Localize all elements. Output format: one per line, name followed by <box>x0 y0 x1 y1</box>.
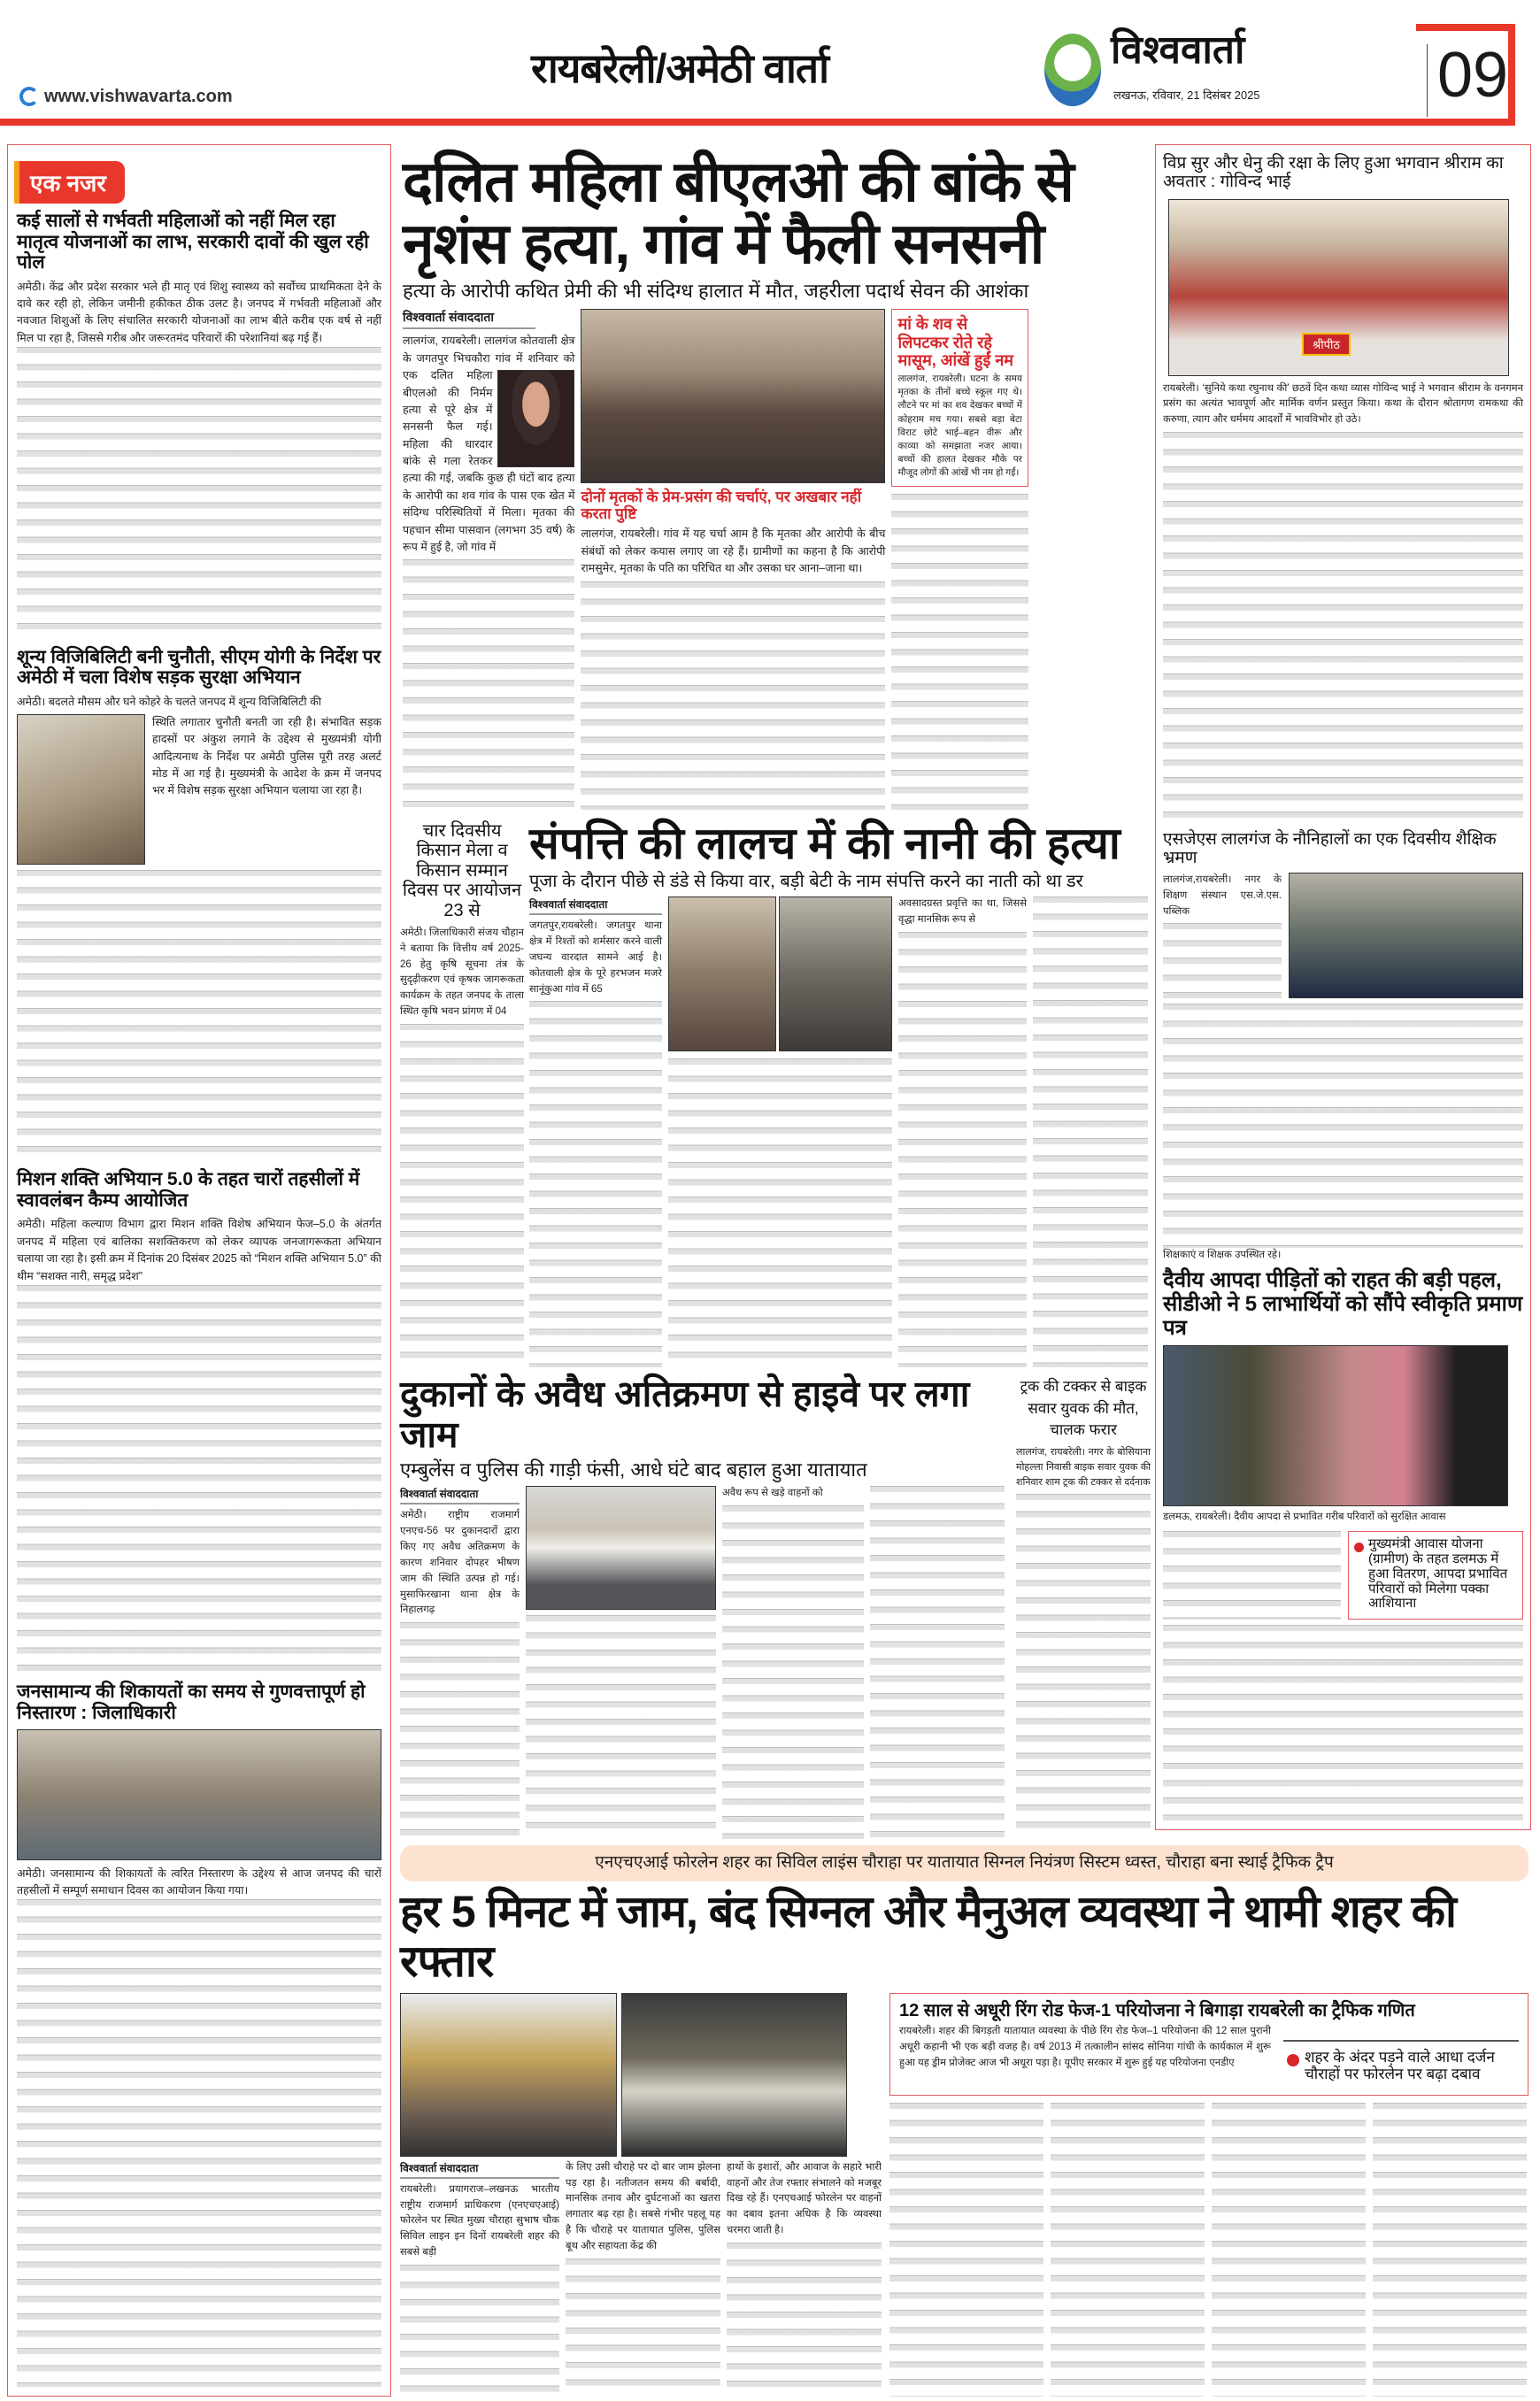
lead-text: कुछ ही घंटों बाद हत्या के आरोपी का शव गांव के पास एक खेत में संदिग्ध परिस्थितियों में मिला। मृतका की पहचान सीमा पासवान (लगभग 35 वर्ष) के रूप में हुई है, जो गांव में <box>403 472 575 553</box>
article-katha: रायबरेली। ‘सुनिये कथा रघुनाथ की’ छठवें दिन कथा व्यास गोविन्द भाई ने भगवान श्रीराम के वनगमन प्रसंग का अत्यंत भावपूर्ण और मार्मिक वर्णन प्रस्तुत किया। कथा के दौरान श्रोतागण रामकथा की करुणा, त्याग और धर्ममय आदर्शों में भावविभोर हो उठे। <box>1163 382 1523 426</box>
lead-headline: दलित महिला बीएलओ की बांके से नृशंस हत्या, गांव में फैली सनसनी <box>403 150 1074 276</box>
nani-story <box>529 819 1153 1367</box>
article-text <box>1163 923 1282 998</box>
stage-banner-text: श्रीपीठ <box>1302 333 1351 356</box>
headline-traffic: हर 5 मिनट में जाम, बंद सिग्नल और मैनुअल व्यवस्था ने थामी शहर की रफ्तार <box>400 1886 1456 1986</box>
article-maternal-schemes: अमेठी। केंद्र और प्रदेश सरकार भले ही मातृ एवं शिशु स्वास्थ्य को सर्वोच्च प्राथमिकता देने के दावे कर रही हो, लेकिन जमीनी हकीकत ठीक उलट है। जनपद में गर्भवती महिलाओं और नवजात शिशुओं के लिए संचालित सरकारी योजनाओं का लाभ बीते करीब एक वर्ष से नहीं मिल पा रहा है, जिससे गरीब और जरूरतमंद परिवारों की परेशानियां बढ़ गई हैं। <box>17 280 381 344</box>
subhead-highway-jam: एम्बुलेंस व पुलिस की गाड़ी फंसी, आधे घंटे बाद बहाल हुआ यातायात <box>400 1458 867 1481</box>
page-number: 09 <box>1437 40 1509 111</box>
sidebox-headline: मां के शव से लिपटकर रोते रहे मासूम, आंखें हुईं नम <box>897 315 1014 369</box>
article-sjs-closing: शिक्षकाएं व शिक्षक उपस्थित रहे। <box>1163 1249 1282 1260</box>
headline-mission-shakti: मिशन शक्ति अभियान 5.0 के तहत चारों तहसीलों में स्वावलंबन कैम्प आयोजित <box>17 1169 360 1211</box>
headline-highway-jam: दुकानों के अवैध अतिक्रमण से हाइवे पर लगा जाम <box>400 1374 970 1455</box>
ring-road-box <box>889 1993 1528 2096</box>
article-text <box>17 347 381 639</box>
article-text <box>400 1622 520 1839</box>
article-daivi-apda: डलमऊ, रायबरेली। दैवीय आपदा से प्रभावित गरीब परिवारों को सुरक्षित आवास <box>1163 1512 1446 1523</box>
article-text <box>17 1285 381 1675</box>
article-text <box>668 1058 892 1367</box>
article-highway-jam: अमेठी। राष्ट्रीय राजमार्ग एनएच-56 पर दुकानदारों द्वारा किए गए अवैध अतिक्रमण के कारण शनिवार दोपहर भीषण जाम की स्थिति उत्पन्न हो गई। मुसाफिरखाना थाना क्षेत्र के निहालगढ़ <box>400 1510 520 1616</box>
right-column <box>1155 144 1531 1830</box>
article-text <box>17 870 381 1162</box>
headline-road-safety: शून्य विजिबिलिटी बनी चुनौती, सीएम योगी के निर्देश पर अमेठी में चला विशेष सड़क सुरक्षा अभियान <box>17 646 381 689</box>
article-kisan-mela: अमेठी। जिलाधिकारी संजय चौहान ने बताया कि वित्तीय वर्ष 2025-26 हेतु कृषि सूचना तंत्र के सुदृढ़ीकरण एवं कृषक जागरूकता कार्यक्रम के तहत जनपद के ताला स्थित कृषि भवन प्रांगण में 04 <box>400 927 524 1018</box>
article-road-safety: स्थिति लगातार चुनौती बनती जा रही है। संभावित सड़क हादसों पर अंकुश लगाने के उद्देश्य से मुख्यमंत्री योगी आदित्यनाथ के निर्देश पर अमेठी पुलिस पूरी तरह अलर्ट मोड में आ गई है। मुख्यमंत्री के आदेश के क्रम में जनपद भर में विशेष सड़क सुरक्षा अभियान चलाया जा रहा है। <box>152 715 381 797</box>
article-sjs: लालगंज,रायबरेली। नगर के शिक्षण संस्थान एस.जे.एस. पब्लिक <box>1163 874 1282 917</box>
article-grievance: अमेठी। जनसामान्य की शिकायतों के त्वरित निस्तारण के उद्देश्य से आज जनपद की चारों तहसीलों में सम्पूर्ण समाधान दिवस का आयोजन किया गया। <box>17 1866 381 1897</box>
article-text <box>722 1505 864 1839</box>
article-text <box>400 2265 559 2397</box>
header-rule <box>0 119 1515 126</box>
section-title: रायबरेली/अमेठी वार्ता <box>531 45 829 91</box>
article-road-safety-lead: अमेठी। बदलते मौसम और घने कोहरे के चलते जनपद में शून्य विजिबिलिटी की <box>17 695 321 708</box>
article-traffic-col2: के लिए उसी चौराहे पर दो बार जाम झेलना पड़ रहा है। नतीजतन समय की बर्बादी, मानसिक तनाव और दुर्घटनाओं का खतरा लगातार बढ़ रहा है। सबसे गंभीर पहलू यह है कि चौराहे पर यातायात पुलिस, पुलिस बूथ और सहायता केंद्र की <box>566 2161 720 2251</box>
lead-text-lead: लालगंज, रायबरेली। लालगंज कोतवाली क्षेत्र के जगतपुर भिचकौरा गांव में शनिवार को एक दलित महिला <box>403 335 575 382</box>
bullet-icon <box>1354 1543 1364 1552</box>
page-divider <box>1427 44 1428 117</box>
lead-story <box>403 150 1151 810</box>
ek-nazar-column <box>7 144 391 2397</box>
traffic-story <box>400 1845 1528 2397</box>
sidebox-children <box>891 309 1028 486</box>
article-text <box>529 1001 662 1367</box>
article-text <box>727 2243 882 2397</box>
article-text <box>400 1024 524 1367</box>
byline: विश्ववार्ता संवाददाता <box>400 1486 520 1504</box>
jam-story <box>400 1374 1011 1839</box>
headline-katha: विप्र सुर और धेनु की रक्षा के लिए हुआ भगवान श्रीराम का अवतार : गोविन्द भाई <box>1163 154 1504 192</box>
article-text <box>1163 1625 1523 1820</box>
photo-victim-portrait <box>497 370 574 467</box>
byline: विश्ववार्ता संवाददाता <box>403 309 535 329</box>
callout-text: शहर के अंदर पड़ने वाले आधा दर्जन चौराहों पर फोरलेन पर बढ़ा दबाव <box>1305 2049 1495 2083</box>
photo-nani-house <box>779 897 892 1051</box>
article-text <box>403 559 574 810</box>
article-traffic-col1: रायबरेली। प्रयागराज–लखनऊ भारतीय राष्ट्रीय राजमार्ग प्राधिकरण (एनएचएआई) फोरलेन पर स्थित मुख्य चौराहा सुभाष चौक सिविल लाइन इन दिनों रायबरेली शहर की सबसे बड़ी <box>400 2183 559 2258</box>
photo-nani-family <box>668 897 776 1051</box>
browser-e-icon <box>19 87 39 106</box>
article-text <box>870 1486 1005 1839</box>
article-text <box>1033 897 1148 1367</box>
photo-traffic-day <box>400 1993 617 2157</box>
byline: विश्ववार्ता संवाददाता <box>529 897 662 915</box>
photo-caption-headline: दोनों मृतकों के प्रेम-प्रसंग की चर्चाएं, पर अखबार नहीं करता पुष्टि <box>581 489 862 523</box>
photo-certificate-handover <box>1163 1345 1508 1506</box>
article-text <box>581 581 885 810</box>
headline-maternal-schemes: कई सालों से गर्भवती महिलाओं को नहीं मिल रहा मातृत्व योजनाओं का लाभ, सरकारी दावों की खुल रही पोल <box>17 211 369 273</box>
article-text <box>526 1615 716 1839</box>
article-truck-accident: लालगंज, रायबरेली। नगर के बोसियाना मोहल्ला निवासी बाइक सवार युवक की शनिवार शाम ट्रक की टक्कर से दर्दनाक <box>1016 1446 1151 1489</box>
article-text <box>1163 1531 1341 1620</box>
headline-ring-road: 12 साल से अधूरी रिंग रोड फेज-1 परियोजना ने बिगाड़ा रायबरेली का ट्रैफिक गणित <box>899 2000 1415 2020</box>
truck-story <box>1016 1376 1151 1836</box>
article-text <box>566 2259 720 2397</box>
dateline: लखनऊ, रविवार, 21 दिसंबर 2025 <box>1113 88 1260 102</box>
subhead-nani-murder: पूजा के दौरान पीछे से डंडे से किया वार, बड़ी बेटी के नाम संपत्ति करने का नाती को था डर <box>529 872 1083 891</box>
article-text <box>17 1899 381 2387</box>
callout-chauraha <box>1283 2040 1519 2088</box>
redbox-awas-yojana <box>1348 1531 1523 1620</box>
photo-katha-stage <box>1168 199 1509 376</box>
headline-grievance: जनसामान्य की शिकायतों का समय से गुणवत्तापूर्ण हो निस्तारण : जिलाधिकारी <box>17 1681 366 1723</box>
article-text <box>898 932 1027 1367</box>
sidebox-text: लालगंज, रायबरेली। घटना के समय मृतका के तीनों बच्चे स्कूल गए थे। लौटने पर मां का शव देखकर बच्चों में कोहराम मच गया। सबसे बड़ा बेटा विराट छोटे भाई–बहन वीरू और काव्या को समझाता नजर आया। बच्चों की हालत देखकर मौके पर मौजूद लोगों की आंखें भी नम हो गईं। <box>897 373 1022 479</box>
headline-sjs-trip: एसजेएस लालगंज के नौनिहालों का एक दिवसीय शैक्षिक भ्रमण <box>1163 829 1497 867</box>
bullet-icon <box>1287 2054 1299 2066</box>
article-text <box>889 2103 1528 2397</box>
article-mission-shakti: अमेठी। महिला कल्याण विभाग द्वारा मिशन शक्ति विशेष अभियान फेज–5.0 के अंतर्गत जनपद में महिला एवं बालिका सशक्तिकरण को लेकर व्यापक जनजागरूकता अभियान चलाया जा रहा है। इसी क्रम में दिनांक 20 दिसंबर 2025 को “मिशन शक्ति अभियान 5.0” की थीम “सशक्त नारी, समृद्ध प्रदेश” <box>17 1218 381 1282</box>
caption-text: लालगंज, रायबरेली। गांव में यह चर्चा आम है कि मृतका और आरोपी के बीच संबंधों को लेकर कयास लगाए जा रहे हैं। ग्रामीणों का कहना है कि आरोपी रामसुमेर, मृतका के पति का परिचित था और उसका घर आना–जाना था। <box>581 527 886 575</box>
lead-text-side: बीएलओ की निर्मम हत्या से पूरे क्षेत्र में सनसनी फैल गई। महिला की धारदार बांके से गला रेतकर हत्या की गई, जबकि <box>403 386 493 485</box>
traffic-banner: एनएचएआई फोरलेन शहर का सिविल लाइंस चौराहा पर यातायात सिग्नल नियंत्रण सिस्टम ध्वस्त, चौराहा बना स्थाई ट्रैफिक ट्रैप <box>400 1845 1528 1882</box>
ek-nazar-tag: एक नजर <box>14 161 125 204</box>
article-text <box>1163 1004 1523 1248</box>
masthead <box>0 0 1540 126</box>
redbox-text: मुख्यमंत्री आवास योजना (ग्रामीण) के तहत डलमऊ में हुआ वितरण, आपदा प्रभावित परिवारों को मिलेगा पक्का आशियाना <box>1368 1536 1508 1612</box>
article-jam-continued: अवैध रूप से खड़े वाहनों को <box>722 1488 823 1499</box>
article-text <box>1163 432 1523 823</box>
photo-crowd-village <box>581 309 885 483</box>
photo-sjs-students <box>1289 873 1523 998</box>
lead-text-block <box>403 333 574 556</box>
headline-truck-accident: ट्रक की टक्कर से बाइक सवार युवक की मौत, चालक फरार <box>1020 1378 1147 1439</box>
brand-logo-icon <box>1044 34 1101 106</box>
article-text <box>1016 1494 1151 1836</box>
photo-traffic-night <box>621 1993 847 2157</box>
photo-police-vehicle <box>17 714 145 865</box>
photo-samadhan-diwas <box>17 1729 381 1860</box>
headline-nani-murder: संपत्ति की लालच में की नानी की हत्या <box>529 819 1120 868</box>
article-text <box>891 494 1028 810</box>
brand-name: विश्ववार्ता <box>1111 28 1245 72</box>
byline: विश्ववार्ता संवाददाता <box>400 2160 559 2179</box>
article-nani-murder: जगतपुर,रायबरेली। जगतपुर थाना क्षेत्र में रिश्तों को शर्मसार करने वाली जघन्य वारदात सामने आई है। कोतवाली क्षेत्र के पूरे हरभजन मजरे सानूंकुआ गांव में 65 <box>529 920 662 995</box>
headline-daivi-apda: दैवीय आपदा पीड़ितों को राहत की बड़ी पहल, सीडीओ ने 5 लाभार्थियों को सौंपे स्वीकृति प्रमाण पत्र <box>1163 1267 1523 1340</box>
lead-subhead: हत्या के आरोपी कथित प्रेमी की भी संदिग्ध हालात में मौत, जहरीला पदार्थ सेवन की आशंका <box>403 279 1029 302</box>
headline-kisan-mela: चार दिवसीय किसान मेला व किसान सम्मान दिवस पर आयोजन 23 से <box>402 821 522 920</box>
article-ring-road: रायबरेली। शहर की बिगड़ती यातायात व्यवस्था के पीछे रिंग रोड फेज–1 परियोजना की 12 साल पुरानी अधूरी कहानी भी एक बड़ी वजह है। वर्ष 2013 में तत्कालीन सांसद सोनिया गांधी के कार्यकाल में शुरू हुआ यह ड्रीम प्रोजेक्ट आज भी अधूरा पड़ा है। यूपीए सरकार में शुरू हुई यह परियोजना एनडीए <box>899 2026 1271 2068</box>
photo-ambulance-jam <box>526 1486 716 1610</box>
article-nani-continued: अवसादग्रस्त प्रवृत्ति का था, जिससे वृद्धा मानसिक रूप से <box>898 898 1027 926</box>
website-url[interactable]: www.vishwavarta.com <box>44 87 233 106</box>
kisan-story <box>400 821 524 1367</box>
article-traffic-col3: हाथों के इशारों, और आवाज के सहारे भारी वाहनों और तेज रफ्तार संभालने को मजबूर दिख रहे हैं। एनएचआई फोरलेन पर वाहनों का दबाव इतना अधिक है कि व्यवस्था चरमरा जाती है। <box>727 2161 882 2236</box>
